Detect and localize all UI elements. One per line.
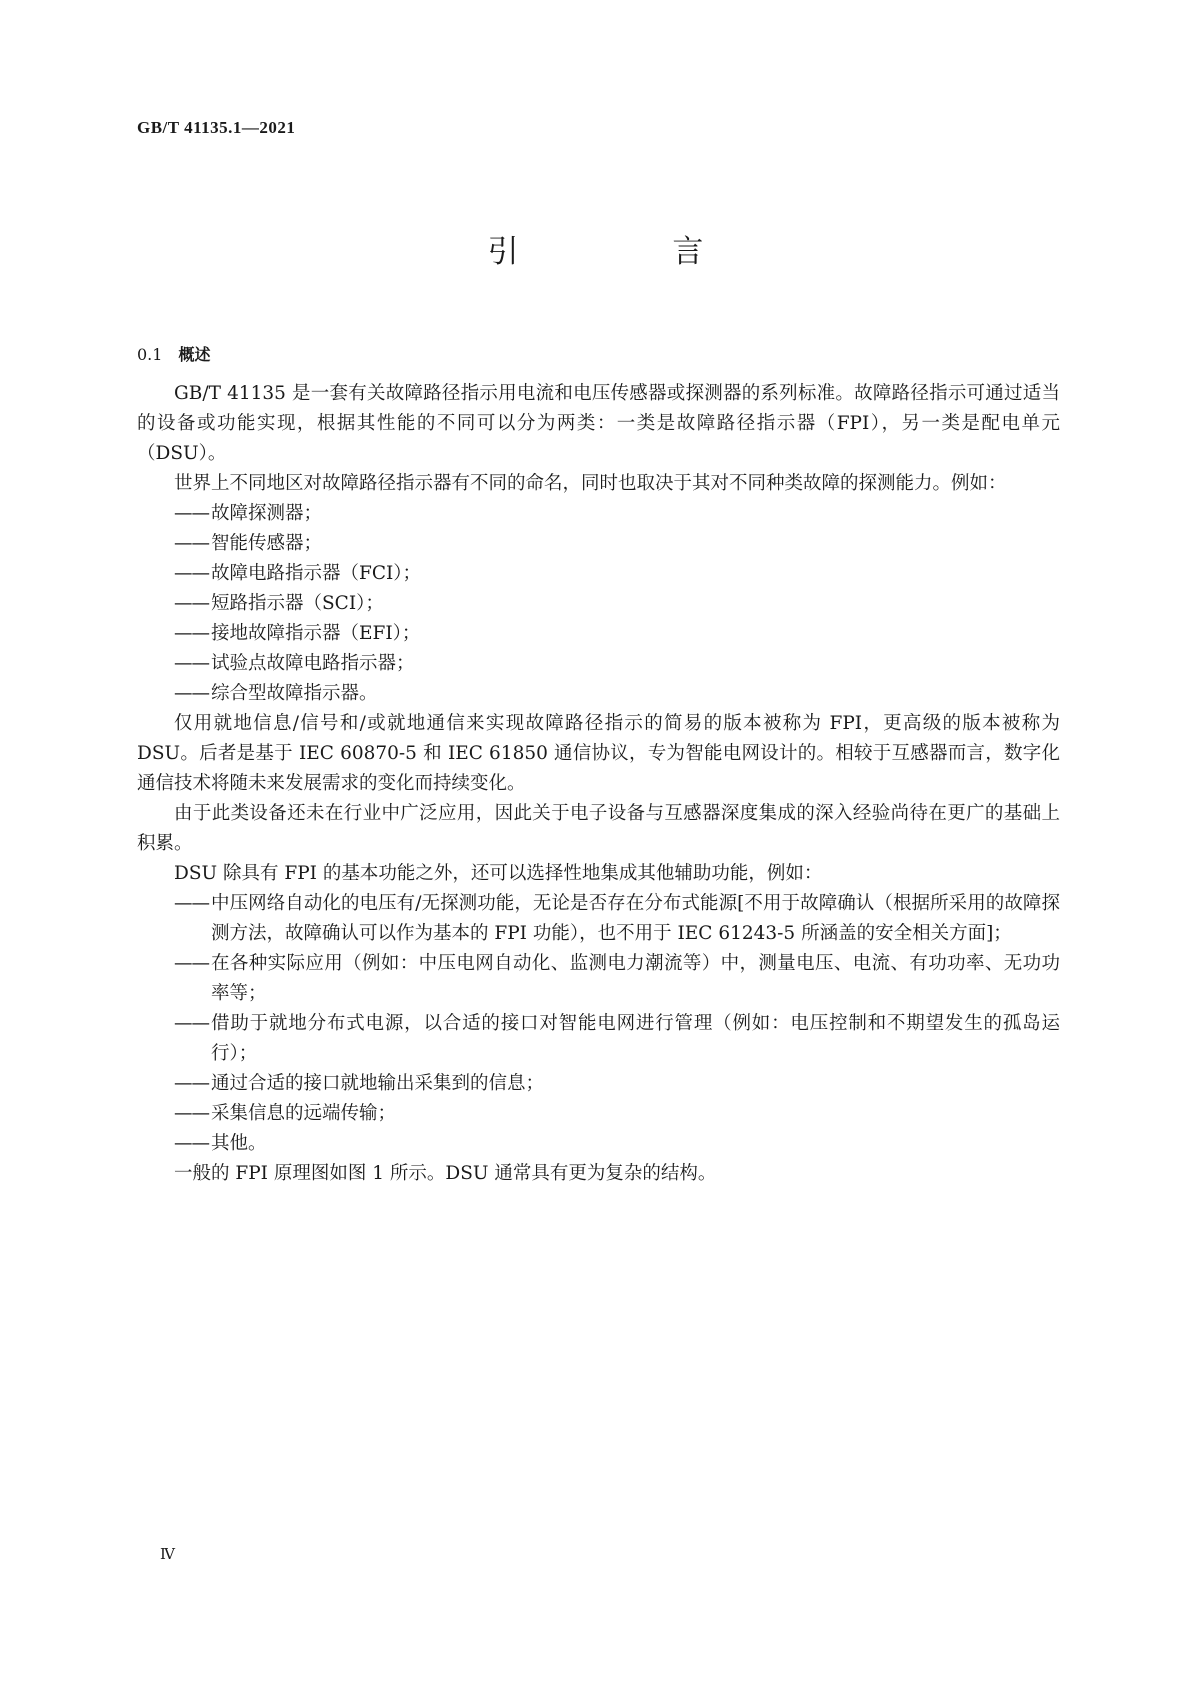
paragraph-fpi-dsu: 仅用就地信息/信号和/或就地通信来实现故障路径指示的简易的版本被称为 FPI，更高级的版本被称为 DSU。后者是基于 IEC 60870-5 和 IEC 61850 通信协议，专为智能电网设计的。相较于互感器而言，数字化通信技术将随未来发展需求的变化而持续变化。 — [137, 713, 1060, 794]
dash-marker: —— — [174, 1103, 209, 1124]
standard-code: GB/T 41135.1—2021 — [137, 118, 296, 137]
section-title: 概述 — [178, 345, 211, 364]
page-title: 引 言 — [487, 234, 776, 270]
list-item-text: 故障电路指示器（FCI）； — [211, 563, 422, 584]
dash-marker: —— — [174, 623, 209, 644]
list-item-text: 通过合适的接口就地输出采集到的信息； — [211, 1073, 545, 1094]
page-number: Ⅳ — [160, 1547, 175, 1563]
list-item-text: 采集信息的远端传输； — [211, 1103, 397, 1124]
list-item — [137, 649, 1060, 679]
list-item — [137, 1099, 1060, 1129]
paragraph-naming: 世界上不同地区对故障路径指示器有不同的命名，同时也取决于其对不同种类故障的探测能力。例如： — [174, 473, 1007, 494]
list-item-text: 其他。 — [211, 1133, 267, 1154]
paragraph-dsu-functions: DSU 除具有 FPI 的基本功能之外，还可以选择性地集成其他辅助功能，例如： — [174, 863, 823, 884]
list-item-text: 接地故障指示器（EFI）； — [211, 623, 421, 644]
section-heading — [137, 342, 210, 365]
dash-marker: —— — [174, 503, 209, 524]
paragraph-intro: GB/T 41135 是一套有关故障路径指示用电流和电压传感器或探测器的系列标准。故障路径指示可通过适当的设备或功能实现，根据其性能的不同可以分为两类：一类是故障路径指示器（FPI），另一类是配电单元（DSU）。 — [137, 383, 1060, 464]
list-item-text: 短路指示器（SCI）； — [211, 593, 384, 614]
list-item-text: 借助于就地分布式电源，以合适的接口对智能电网进行管理（例如：电压控制和不期望发生的孤岛运行）； — [211, 1013, 1060, 1064]
list-item — [137, 949, 1060, 1009]
list-item-text: 综合型故障指示器。 — [211, 683, 378, 704]
dash-marker: —— — [174, 953, 209, 974]
list-item — [137, 1129, 1060, 1159]
list-item — [137, 529, 1060, 559]
list-item-text: 中压网络自动化的电压有/无探测功能，无论是否存在分布式能源[不用于故障确认（根据所采用的故障探测方法，故障确认可以作为基本的 FPI 功能），也不用于 IEC 61243-5 所涵盖的安全相关方面]； — [211, 893, 1060, 944]
list-item-text: 智能传感器； — [211, 533, 323, 554]
list-item — [137, 1009, 1060, 1069]
list-item-text: 试验点故障电路指示器； — [211, 653, 415, 674]
section-number: 0.1 — [137, 345, 163, 364]
dash-marker: —— — [174, 563, 209, 584]
list-item-text: 在各种实际应用（例如：中压电网自动化、监测电力潮流等）中，测量电压、电流、有功功率、无功功率等； — [211, 953, 1060, 1004]
list-item-text: 故障探测器； — [211, 503, 323, 524]
paragraph-experience: 由于此类设备还未在行业中广泛应用，因此关于电子设备与互感器深度集成的深入经验尚待在更广的基础上积累。 — [137, 803, 1060, 854]
dash-marker: —— — [174, 1133, 209, 1154]
list-item — [137, 619, 1060, 649]
dash-marker: —— — [174, 653, 209, 674]
dash-marker: —— — [174, 593, 209, 614]
dash-marker: —— — [174, 683, 209, 704]
dash-marker: —— — [174, 533, 209, 554]
dash-marker: —— — [174, 1013, 209, 1034]
body-content — [137, 379, 1060, 1189]
list-item — [137, 1069, 1060, 1099]
list-item — [137, 679, 1060, 709]
paragraph-schematic: 一般的 FPI 原理图如图 1 所示。DSU 通常具有更为复杂的结构。 — [174, 1163, 717, 1184]
dash-marker: —— — [174, 893, 209, 914]
list-item — [137, 559, 1060, 589]
dash-marker: —— — [174, 1073, 209, 1094]
list-item — [137, 499, 1060, 529]
list-item — [137, 889, 1060, 949]
list-item — [137, 589, 1060, 619]
